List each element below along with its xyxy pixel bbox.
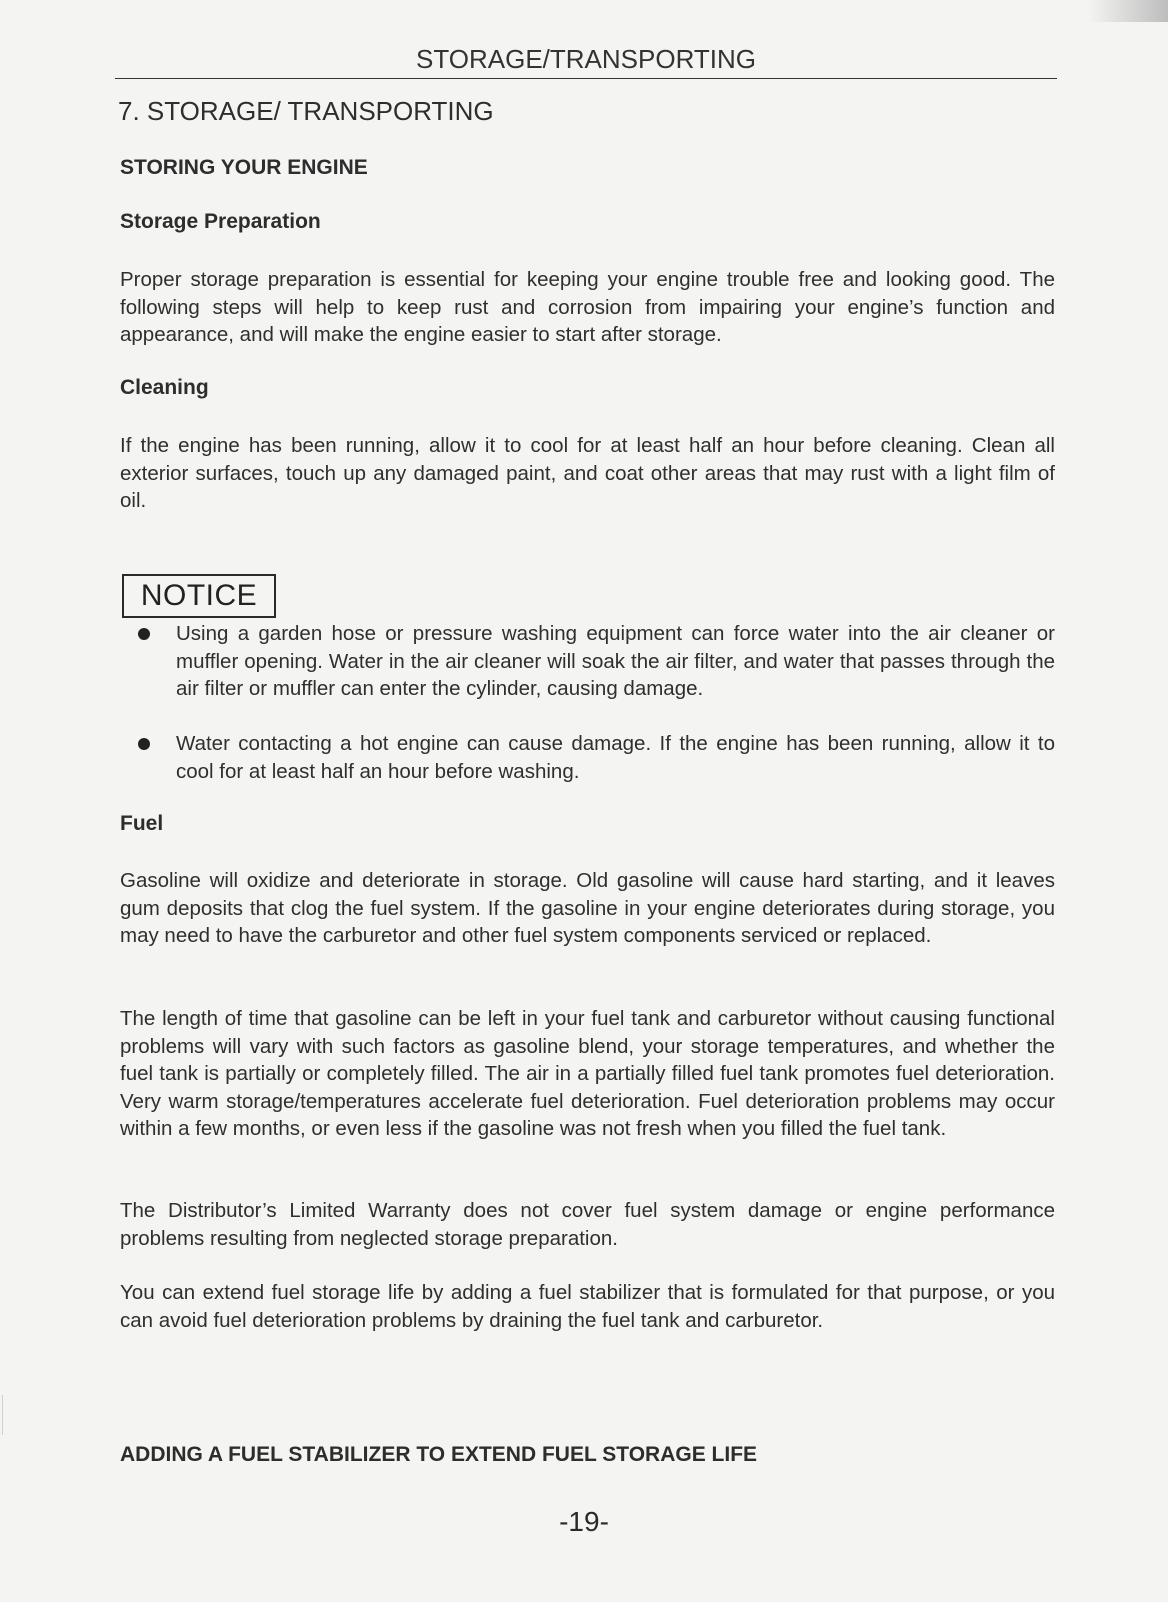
bullet-icon	[138, 628, 150, 640]
notice-item-text: Using a garden hose or pressure washing equipment can force water into the air cleaner or muffler opening. Water in the air cleaner will soak the air filter, and water that passes through the air filter or muffler can enter the cylinder, causing damage.	[176, 622, 1055, 701]
fuel-heading: Fuel	[120, 812, 164, 835]
notice-item-text: Water contacting a hot engine can cause damage. If the engine has been running, allow it to cool for at least half an hour before washing.	[176, 732, 1055, 783]
storage-preparation-heading: Storage Preparation	[120, 210, 321, 233]
fuel-paragraph: The Distributor’s Limited Warranty does not cover fuel system damage or engine performance problems resulting from neglected storage preparation.	[120, 1199, 1055, 1250]
running-header: STORAGE/TRANSPORTING	[416, 44, 756, 74]
header-rule	[115, 78, 1057, 79]
storage-preparation-text: Proper storage preparation is essential for keeping your engine trouble free and looking good. The following steps will help to keep rust and corrosion from impairing your engine’s function and appearance, and will make the engine easier to start after storage.	[120, 268, 1055, 347]
stabilizer-heading: ADDING A FUEL STABILIZER TO EXTEND FUEL STORAGE LIFE	[120, 1443, 758, 1466]
scan-edge-shadow	[1088, 0, 1168, 22]
fuel-paragraph: You can extend fuel storage life by adding a fuel stabilizer that is formulated for that purpose, or you can avoid fuel deterioration problems by draining the fuel tank and carburetor.	[120, 1281, 1055, 1332]
cleaning-text: If the engine has been running, allow it to cool for at least half an hour before cleaning. Clean all exterior surfaces, touch up any damaged paint, and coat other areas that may rust with a light film of oil.	[120, 434, 1055, 513]
bullet-icon	[138, 738, 150, 750]
section-title: 7. STORAGE/ TRANSPORTING	[118, 96, 494, 126]
fuel-paragraph: The length of time that gasoline can be left in your fuel tank and carburetor without causing functional problems will vary with such factors as gasoline blend, your storage temperatures, and whether the fuel tank is partially or completely filled. The air in a partially filled fuel tank promotes fuel deterioration. Very warm storage/temperatures accelerate fuel deterioration. Fuel deterioration problems may occur within a few months, or even less if the gasoline was not fresh when you filled the fuel tank.	[120, 1007, 1055, 1141]
storing-heading: STORING YOUR ENGINE	[120, 156, 368, 179]
page-number: -19-	[559, 1506, 609, 1537]
fuel-paragraph: Gasoline will oxidize and deteriorate in storage. Old gasoline will cause hard starting, and it leaves gum deposits that clog the fuel system. If the gasoline in your engine deteriorates during storage, you may need to have the carburetor and other fuel system components serviced or replaced.	[120, 869, 1055, 948]
notice-label: NOTICE	[122, 574, 276, 618]
scan-edge-mark	[2, 1395, 3, 1435]
cleaning-heading: Cleaning	[120, 376, 209, 399]
